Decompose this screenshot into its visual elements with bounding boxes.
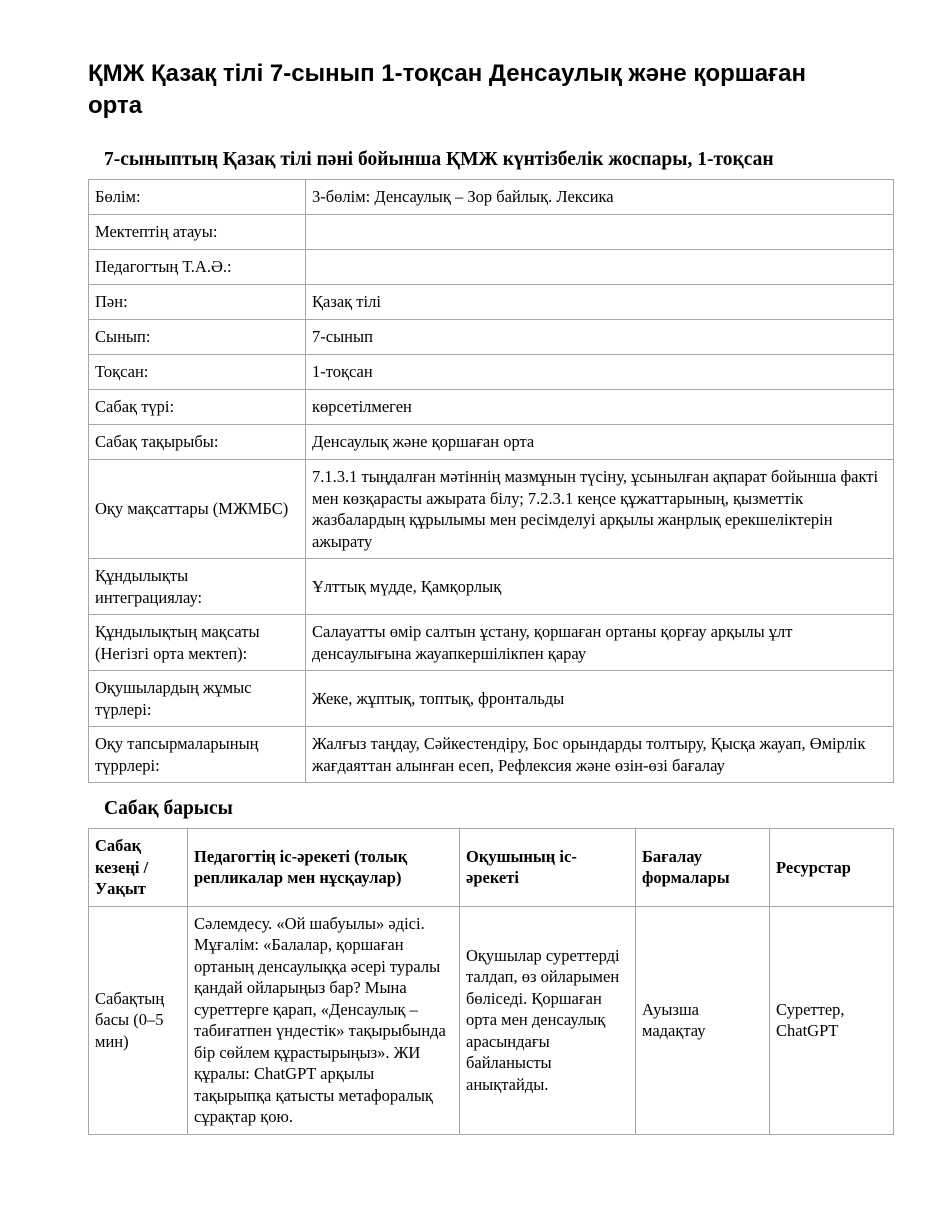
- info-value: 7-сынып: [306, 320, 894, 355]
- info-row-subject: [89, 285, 894, 320]
- header-assessment: Бағалау формалары: [636, 829, 770, 907]
- lesson-flow-row: [89, 906, 894, 1134]
- student-activity-cell: Оқушылар суреттерді талдап, өз ойларымен бөліседі. Қоршаған орта мен денсаулық арасындағы байланысты анықтайды.: [460, 906, 636, 1134]
- info-row-quarter: [89, 355, 894, 390]
- teacher-activity-cell: Сәлемдесу. «Ой шабуылы» әдісі. Мұғалім: «Балалар, қоршаған ортаның денсаулыққа әсері туралы қандай ойларыңыз бар? Мына суреттерге қарап, «Денсаулық – табиғатпен үндестік» тақырыбында бір сөйлем құрастырыңыз». ЖИ құралы: ChatGPT арқылы тақырыпқа қатысты метафоралық сұрақтар қою.: [188, 906, 460, 1134]
- info-value: Денсаулық және қоршаған орта: [306, 425, 894, 460]
- info-value: 1-тоқсан: [306, 355, 894, 390]
- info-row-value-goal: [89, 615, 894, 671]
- resources-cell: Суреттер, ChatGPT: [770, 906, 894, 1134]
- info-row-lesson-type: [89, 390, 894, 425]
- info-value: Жалғыз таңдау, Сәйкестендіру, Бос орындарды толтыру, Қысқа жауап, Өмірлік жағдаяттан алынған есеп, Рефлексия және өзін-өзі бағалау: [306, 727, 894, 783]
- info-label: Оқу тапсырмаларының түррлері:: [89, 727, 306, 783]
- header-teacher-activity: Педагогтің іс-әрекеті (толық репликалар мен нұсқаулар): [188, 829, 460, 907]
- info-row-teacher: [89, 250, 894, 285]
- info-label: Пән:: [89, 285, 306, 320]
- info-value: көрсетілмеген: [306, 390, 894, 425]
- info-value: Ұлттық мүдде, Қамқорлық: [306, 559, 894, 615]
- info-value: 7.1.3.1 тыңдалған мәтіннің мазмұнын түсіну, ұсынылған ақпарат бойынша факті мен көзқарасты ажырата білу; 7.2.3.1 кеңсе құжаттарының, қызметтік жазбалардың құрылымы мен ресімделуі арқылы жанрлық ерекшеліктерін ажырату: [306, 460, 894, 559]
- info-row-section: [89, 180, 894, 215]
- info-label: Сабақ түрі:: [89, 390, 306, 425]
- info-row-learning-objectives: [89, 460, 894, 559]
- info-row-work-types: [89, 671, 894, 727]
- info-value: Қазақ тілі: [306, 285, 894, 320]
- info-label: Сабақ тақырыбы:: [89, 425, 306, 460]
- stage-cell: Сабақтың басы (0–5 мин): [89, 906, 188, 1134]
- lesson-flow-heading: Сабақ барысы: [104, 798, 233, 819]
- info-row-school: [89, 215, 894, 250]
- info-label: Оқушылардың жұмыс түрлері:: [89, 671, 306, 727]
- info-label: Құндылықтың мақсаты (Негізгі орта мектеп):: [89, 615, 306, 671]
- info-row-task-types: [89, 727, 894, 783]
- info-row-value-integration: [89, 559, 894, 615]
- lesson-info-table: [88, 179, 894, 783]
- info-value: [306, 250, 894, 285]
- info-label: Тоқсан:: [89, 355, 306, 390]
- info-row-grade: [89, 320, 894, 355]
- header-stage: Сабақ кезеңі / Уақыт: [89, 829, 188, 907]
- info-label: Құндылықты интеграциялау:: [89, 559, 306, 615]
- header-student-activity: Оқушының іс-әрекеті: [460, 829, 636, 907]
- info-label: Бөлім:: [89, 180, 306, 215]
- info-section-heading: 7-сыныптың Қазақ тілі пәні бойынша ҚМЖ күнтізбелік жоспары, 1-тоқсан: [104, 149, 774, 170]
- document-title: ҚМЖ Қазақ тілі 7-сынып 1-тоқсан Денсаулық және қоршаған орта: [88, 60, 806, 119]
- info-label: Сынып:: [89, 320, 306, 355]
- info-value: [306, 215, 894, 250]
- info-label: Педагогтың Т.А.Ә.:: [89, 250, 306, 285]
- info-value: 3-бөлім: Денсаулық – Зор байлық. Лексика: [306, 180, 894, 215]
- lesson-flow-table: [88, 828, 894, 1135]
- info-label: Мектептің атауы:: [89, 215, 306, 250]
- info-row-lesson-topic: [89, 425, 894, 460]
- info-label: Оқу мақсаттары (МЖМБС): [89, 460, 306, 559]
- info-value: Жеке, жұптық, топтық, фронтальды: [306, 671, 894, 727]
- header-resources: Ресурстар: [770, 829, 894, 907]
- info-value: Салауатты өмір салтын ұстану, қоршаған ортаны қорғау арқылы ұлт денсаулығына жауапкершілікпен қарау: [306, 615, 894, 671]
- assessment-cell: Ауызша мадақтау: [636, 906, 770, 1134]
- lesson-flow-header-row: [89, 829, 894, 907]
